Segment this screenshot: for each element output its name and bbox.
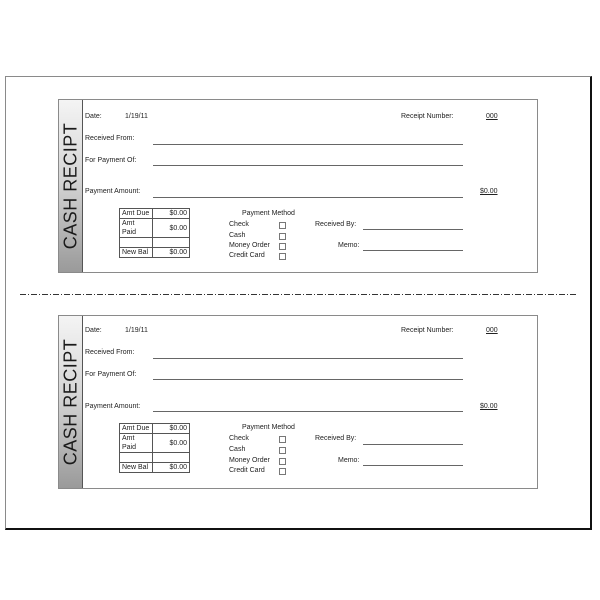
received-from-label: Received From: — [85, 135, 135, 142]
method-cash-label: Cash — [229, 446, 246, 453]
date-value[interactable]: 1/19/11 — [125, 327, 148, 334]
table-row — [120, 463, 190, 473]
method-credit-card-label: Credit Card — [229, 252, 265, 259]
method-money-order-checkbox[interactable] — [279, 243, 286, 250]
amt-paid-value[interactable]: $0.00 — [153, 434, 190, 453]
received-from-field[interactable] — [153, 144, 463, 145]
new-bal-value[interactable]: $0.00 — [153, 248, 190, 258]
method-check-label: Check — [229, 221, 249, 228]
amt-due-value[interactable]: $0.00 — [153, 424, 190, 434]
amt-due-value[interactable]: $0.00 — [153, 209, 190, 219]
new-bal-label: New Bal — [120, 463, 153, 473]
new-bal-value[interactable]: $0.00 — [153, 463, 190, 473]
receipt-2 — [58, 315, 538, 489]
payment-amount-label: Payment Amount: — [85, 403, 141, 410]
memo-label: Memo: — [338, 457, 360, 464]
payment-method-title: Payment Method — [242, 210, 295, 217]
memo-label: Memo: — [338, 242, 360, 249]
memo-field[interactable] — [363, 250, 463, 251]
receipt-number-value[interactable]: 000 — [486, 113, 498, 120]
amounts-table — [119, 208, 190, 258]
method-check-label: Check — [229, 435, 249, 442]
receipt-number-label: Receipt Number: — [401, 113, 454, 120]
new-bal-label: New Bal — [120, 248, 153, 258]
receipt-number-label: Receipt Number: — [401, 327, 454, 334]
for-payment-of-field[interactable] — [153, 165, 463, 166]
receipt-band — [59, 100, 83, 272]
for-payment-of-label: For Payment Of: — [85, 157, 137, 164]
receipt-band — [59, 316, 83, 488]
method-credit-card-checkbox[interactable] — [279, 468, 286, 475]
received-by-label: Received By: — [315, 221, 357, 228]
received-by-label: Received By: — [315, 435, 357, 442]
method-money-order-checkbox[interactable] — [279, 458, 286, 465]
payment-amount-value[interactable]: $0.00 — [480, 188, 498, 195]
method-money-order-label: Money Order — [229, 457, 270, 464]
payment-amount-field[interactable] — [153, 197, 463, 198]
payment-method-title: Payment Method — [242, 424, 295, 431]
method-money-order-label: Money Order — [229, 242, 270, 249]
date-value[interactable]: 1/19/11 — [125, 113, 148, 120]
blank-label — [120, 453, 153, 463]
table-row — [120, 219, 190, 238]
amt-due-label: Amt Due — [120, 209, 153, 219]
receipt-1 — [58, 99, 538, 273]
method-check-checkbox[interactable] — [279, 436, 286, 443]
received-from-field[interactable] — [153, 358, 463, 359]
amounts-table — [119, 423, 190, 473]
for-payment-of-field[interactable] — [153, 379, 463, 380]
blank-label — [120, 238, 153, 248]
method-cash-checkbox[interactable] — [279, 447, 286, 454]
memo-field[interactable] — [363, 465, 463, 466]
cut-line — [20, 294, 578, 295]
method-cash-checkbox[interactable] — [279, 233, 286, 240]
date-label: Date: — [85, 113, 102, 120]
table-row — [120, 248, 190, 258]
amt-due-label: Amt Due — [120, 424, 153, 434]
table-row — [120, 424, 190, 434]
method-credit-card-checkbox[interactable] — [279, 253, 286, 260]
table-row — [120, 209, 190, 219]
received-from-label: Received From: — [85, 349, 135, 356]
band-title: CASH RECIPT — [60, 122, 80, 250]
date-label: Date: — [85, 327, 102, 334]
amt-paid-label: Amt Paid — [120, 434, 153, 453]
method-check-checkbox[interactable] — [279, 222, 286, 229]
table-row — [120, 453, 190, 463]
method-cash-label: Cash — [229, 232, 246, 239]
payment-amount-label: Payment Amount: — [85, 188, 141, 195]
blank-value[interactable] — [153, 238, 190, 248]
method-credit-card-label: Credit Card — [229, 467, 265, 474]
payment-amount-field[interactable] — [153, 411, 463, 412]
table-row — [120, 238, 190, 248]
amt-paid-label: Amt Paid — [120, 219, 153, 238]
for-payment-of-label: For Payment Of: — [85, 371, 137, 378]
received-by-field[interactable] — [363, 444, 463, 445]
amt-paid-value[interactable]: $0.00 — [153, 219, 190, 238]
blank-value[interactable] — [153, 453, 190, 463]
payment-amount-value[interactable]: $0.00 — [480, 403, 498, 410]
band-title: CASH RECIPT — [60, 338, 80, 466]
received-by-field[interactable] — [363, 229, 463, 230]
table-row — [120, 434, 190, 453]
receipt-number-value[interactable]: 000 — [486, 327, 498, 334]
